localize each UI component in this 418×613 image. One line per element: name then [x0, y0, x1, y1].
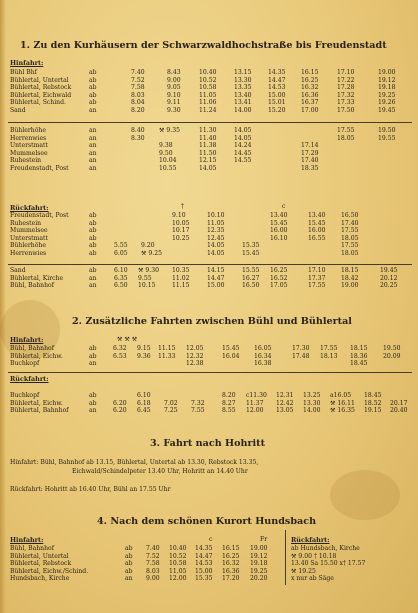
s2-rueck-col-3: 7.32 7.55	[191, 399, 205, 415]
s2-rueck-label: Rückfahrt:	[10, 375, 49, 383]
s1-rueck-col-4: 15.35 15.45	[242, 242, 260, 257]
divider	[8, 264, 412, 265]
s4-hin-col-4: 19.00 19.12 19.18 19.25 20.20	[250, 545, 268, 583]
s1-rueck-col-7: 16.50 17.40 17.55 18.05 17.55 18.05	[341, 212, 359, 257]
s4-hin-label: Hinfahrt:	[10, 536, 44, 544]
s2-rueck-col-0: 6.20 6.20	[113, 399, 127, 415]
s1-rueck2-col-0: 6.10 6.35 6.50	[114, 267, 128, 290]
s1-hin-marks-2: an an an an an an	[89, 127, 97, 172]
s2-hin-col-6: 17.30 17.48	[292, 345, 310, 360]
paper-edge	[0, 0, 6, 613]
s1-hin-label: Hinfahrt:	[10, 59, 44, 67]
s2-hin-label: Hinfahrt:	[10, 336, 44, 344]
s1-rueck-marks-2: ab an an	[89, 267, 97, 290]
s1-rueck2-col-4: 15.55 16.27 16.50	[242, 267, 260, 290]
s2-rueck-col-4: 8.20 8.27 8.55	[222, 392, 236, 415]
s1-rueck2-col-8: 19.45 20.12 20.25	[380, 267, 398, 290]
s1-rueck-col-5: 13.40 15.45 16.00 16.10	[270, 212, 288, 242]
s1-hin-col-6: 17.10 17.22 17.28 17.32 17.33 17.50	[337, 69, 355, 114]
s2-rueck-col-1: 6.10 6.18 6.45	[137, 392, 151, 415]
s2-hin-col-5: 16.05 16.34 16.38	[254, 345, 272, 368]
s1-hin-col-7: 19.00 19.12 19.18 19.25 19.26 19.45	[378, 69, 396, 114]
s1-hin-col-5: 16.15 16.25 16.32 16.36 16.37 17.00	[301, 69, 319, 114]
note-cross: †	[181, 203, 185, 210]
section-2-title: 2. Zusätzliche Fahrten zwischen Bühl und Bühlertal	[72, 316, 352, 327]
s1-hin-col-2: 10.40 10.52 10.58 11.05 11.06 11.24	[199, 69, 217, 114]
s4-hin-col-1: 10.40 10.52 10.58 11.05 12.00	[169, 545, 187, 583]
s4-hin-col-3: 16.15 16.25 16.32 16.36 17.20	[222, 545, 240, 583]
s1-hin-marks: ab ab ab ab ab an	[89, 69, 97, 114]
s4-hin-col-2: 14.35 14.47 14.53 15.00 15.35	[195, 545, 213, 583]
s1-rueck2-col-3: 14.15 14.47 15.00	[207, 267, 225, 290]
divider	[8, 122, 412, 123]
s2-hin-col-7: 17.55 18.13	[320, 345, 338, 360]
s1-rueck-col-6: 13.40 15.45 16.00 16.55	[308, 212, 326, 242]
s1-rueck2-col-7: 18.15 18.42 19.00	[341, 267, 359, 290]
s1-hin2-col-e: 17.14 17.29 17.40 18.35	[301, 142, 319, 172]
s4-hin-marks: ab ab ab ab an	[125, 545, 133, 583]
s2-hin-col-2: 11.15 11.33	[158, 345, 176, 360]
s1-rueck-col-2: 9.10 10.05 10.17 10.25	[172, 212, 190, 242]
s2-hin-stations: Bühl, Bahnhof Bühlertal, Eichw. Buchkopf	[10, 345, 63, 368]
s2-rueck-marks: ab ab an	[89, 392, 97, 415]
s3-hin-text: Hinfahrt: Bühl, Bahnhof ab 13.15, Bühlertal, Untertal ab 13.30, Rebstock 13.35,	[10, 459, 259, 466]
s2-rueck-col-10: 20.17 20.40	[390, 399, 408, 415]
s1-hin2-col-b: ⚒ 9.35 9.38 9.50 10.04 10.55	[159, 127, 180, 172]
s2-rueck-col-6: 12.31 12.42 13.05	[276, 392, 294, 415]
note-c: c	[282, 203, 286, 210]
s1-rueck-marks: ab ab ab ab ab ab	[89, 212, 97, 257]
section-3-title: 3. Fahrt nach Hohritt	[150, 438, 266, 449]
divider	[8, 372, 412, 373]
s1-rueck-col-3: 10.10 11.05 12.35 12.45 14.05 14.05	[207, 212, 225, 257]
s2-hin-col-9: 19.50 20.09	[383, 345, 401, 360]
s1-hin-stations-2: Bühlerhöhe Herrenwies Unterstmatt Mummelsee Ruhestein Freudenstadt, Post	[10, 127, 69, 172]
note-fr: Fr	[260, 536, 268, 543]
s2-rueck-col-2: 7.02 7.25	[164, 399, 178, 415]
s1-hin2-col-f: 17.55 18.05	[337, 127, 355, 142]
s1-rueck-col-0: 5.55 6.05	[114, 242, 128, 257]
s1-hin-col-3: 13.15 13.30 13.35 13.40 13.41 14.00	[234, 69, 252, 114]
s1-rueck-stations-2: Sand Bühlertal, Kirche Bühl, Bahnhof	[10, 267, 64, 290]
s4-hin-stations: Bühl, Bahnhof Bühlertal, Untertal Bühlertal, Rebstock Bühlertal, Eichw./Schind. Hundsbach, Kirche	[10, 545, 89, 583]
s2-rueck-col-8: a16.05 ⚒ 16.11 ⚒ 16.35	[330, 392, 355, 415]
s1-rueck2-col-1: ⚒ 9.30 9.55 10.15	[138, 267, 159, 290]
s4-hin-col-0: 7.40 7.52 7.58 8.03 9.00	[146, 545, 160, 583]
note-c: c	[209, 536, 213, 543]
s2-rueck-col-9: 18.45 18.52 19.15	[364, 392, 382, 415]
s1-rueck-stations: Freudenstadt, Post Ruhestein Mummelsee Unterstmatt Bühlerhöhe Herrenwies	[10, 212, 69, 257]
s3-hin-text-2: Eichwald/Schindelpeter 13.40 Uhr, Hohritt an 14.40 Uhr	[72, 468, 248, 475]
s1-hin2-col-g: 19.50 19.55	[378, 127, 396, 142]
section-4-title: 4. Nach dem schönen Kurort Hundsbach	[97, 516, 317, 527]
s2-rueck-col-7: 13.25 13.30 14.00	[303, 392, 321, 415]
paper-stain	[330, 470, 400, 520]
vertical-divider	[285, 530, 286, 585]
s2-rueck-col-5: c11.30 11.37 12.00	[246, 392, 267, 415]
s1-rueck-col-1: 9.20 ⚒ 9.25	[141, 242, 162, 257]
s1-rueck-label: Rückfahrt:	[10, 204, 49, 212]
hammer-icons: ⚒ ⚒ ⚒	[117, 336, 138, 343]
s1-hin-col-4: 14.35 14.47 14.53 15.00 15.01 15.20	[268, 69, 286, 114]
s1-hin-stations: Bühl Bhf Bühlertal, Untertal Bühlertal, Rebstock Bühlertal, Eichwald Bühlertal, Schind. Sand	[10, 69, 72, 114]
s1-rueck2-col-2: 10.35 11.02 11.15	[172, 267, 190, 290]
s2-hin-marks: ab ab an	[89, 345, 97, 368]
s1-rueck2-col-5: 16.25 16.52 17.05	[270, 267, 288, 290]
s1-hin2-col-c: 11.30 11.40 11.38 11.50 12.15 14.05	[199, 127, 217, 172]
s2-rueck-stations: Buchkopf Bühlertal, Eichw. Bühlertal, Bahnhof	[10, 392, 69, 415]
s1-hin-col-0: 7.40 7.52 7.58 8.03 8.04 8.20	[131, 69, 145, 114]
s1-rueck2-col-6: 17.10 17.37 17.55	[308, 267, 326, 290]
section-1-title: 1. Zu den Kurhäusern der Schwarzwaldhochstraße bis Freudenstadt	[20, 40, 387, 51]
s1-hin2-col-a: 8.40 8.30	[131, 127, 145, 142]
s4-rueck-label: Rückfahrt:	[291, 536, 330, 544]
s2-hin-col-1: 9.15 9.36	[137, 345, 151, 360]
s1-hin2-col-d: 14.05 14.05 14.24 14.45 14.55	[234, 127, 252, 165]
s3-rueck-text: Rückfahrt: Hohritt ab 16.40 Uhr, Bühl an 17.55 Uhr	[10, 486, 171, 493]
s2-hin-col-0: 6.32 6.53	[113, 345, 127, 360]
s2-hin-col-3: 12.05 12.32 12.38	[186, 345, 204, 368]
s2-hin-col-4: 15.45 16.04	[222, 345, 240, 360]
s2-hin-col-8: 18.15 18.36 18.45	[350, 345, 368, 368]
s1-hin-col-1: 8.43 9.00 9.05 9.10 9.11 9.30	[167, 69, 181, 114]
s4-rueck-lines: ab Hundsbach, Kirche ⚒ 9.00 † 10.18 13.40 Sa 15.50 x† 17.57 ⚒ 19.25 x nur ab Säge	[291, 545, 366, 583]
